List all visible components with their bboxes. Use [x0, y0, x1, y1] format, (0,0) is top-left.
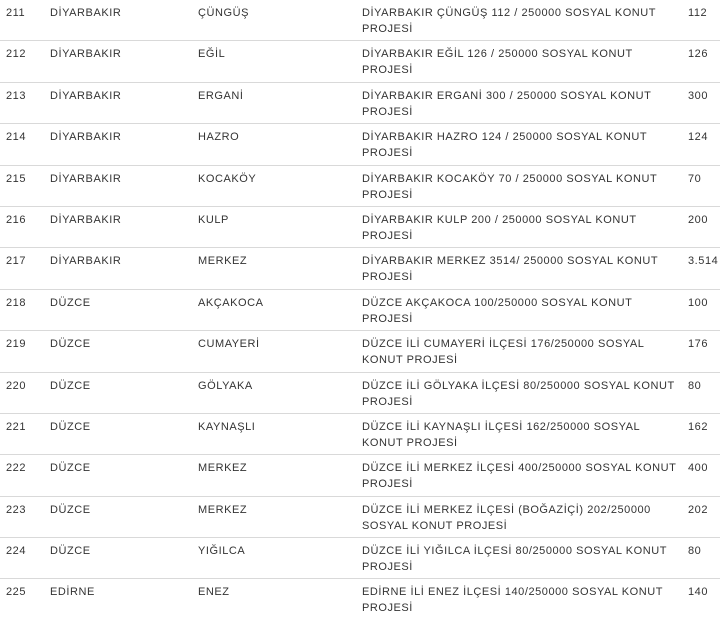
- province-cell: DÜZCE: [50, 503, 91, 516]
- district-cell: HAZRO: [198, 131, 240, 144]
- district-cell: MERKEZ: [198, 503, 248, 516]
- unit-count-cell: 162: [688, 420, 709, 433]
- row-number: 221: [6, 420, 27, 433]
- row-number: 225: [6, 586, 27, 599]
- project-name-cell: DÜZCE İLİ MERKEZ İLÇESİ (BOĞAZİÇİ) 202/250000 SOSYAL KONUT PROJESİ: [362, 503, 651, 532]
- province-cell: DÜZCE: [50, 420, 91, 433]
- project-name-cell: DÜZCE İLİ YIĞILCA İLÇESİ 80/250000 SOSYAL KONUT PROJESİ: [362, 545, 667, 574]
- unit-count-cell: 100: [688, 296, 709, 309]
- table-row: [0, 41, 720, 82]
- table-row: [0, 538, 720, 579]
- table-row: [0, 83, 720, 124]
- project-name-cell: DİYARBAKIR EĞİL 126 / 250000 SOSYAL KONUT PROJESİ: [362, 48, 633, 77]
- project-name-cell: DÜZCE İLİ MERKEZ İLÇESİ 400/250000 SOSYAL KONUT PROJESİ: [362, 462, 677, 491]
- district-cell: KOCAKÖY: [198, 172, 257, 185]
- province-cell: DÜZCE: [50, 296, 91, 309]
- table-row: [0, 331, 720, 372]
- unit-count-cell: 140: [688, 586, 709, 599]
- table-row: [0, 0, 720, 41]
- unit-count-cell: 126: [688, 48, 709, 61]
- row-number: 211: [6, 7, 26, 19]
- province-cell: DÜZCE: [50, 338, 91, 351]
- province-cell: EDİRNE: [50, 586, 95, 599]
- province-cell: DİYARBAKIR: [50, 131, 122, 144]
- province-cell: DİYARBAKIR: [50, 213, 122, 226]
- province-cell: DİYARBAKIR: [50, 172, 122, 185]
- table-row: [0, 414, 720, 455]
- unit-count-cell: 202: [688, 503, 709, 516]
- table-row: [0, 497, 720, 538]
- unit-count-cell: 124: [688, 131, 709, 144]
- unit-count-cell: 80: [688, 379, 702, 392]
- district-cell: MERKEZ: [198, 462, 248, 475]
- unit-count-cell: 400: [688, 462, 709, 475]
- unit-count-cell: 80: [688, 545, 702, 558]
- unit-count-cell: 300: [688, 89, 709, 102]
- province-cell: DÜZCE: [50, 379, 91, 392]
- project-name-cell: DÜZCE İLİ KAYNAŞLI İLÇESİ 162/250000 SOSYAL KONUT PROJESİ: [362, 420, 640, 449]
- project-name-cell: DİYARBAKIR MERKEZ 3514/ 250000 SOSYAL KONUT PROJESİ: [362, 255, 658, 284]
- row-number: 213: [6, 89, 27, 102]
- unit-count-cell: 70: [688, 172, 702, 185]
- province-cell: DİYARBAKIR: [50, 48, 122, 61]
- province-cell: DÜZCE: [50, 545, 91, 558]
- district-cell: EĞİL: [198, 48, 226, 61]
- row-number: 224: [6, 545, 27, 558]
- row-number: 216: [6, 213, 27, 226]
- row-number: 223: [6, 503, 27, 516]
- table-row: [0, 124, 720, 165]
- district-cell: GÖLYAKA: [198, 379, 253, 392]
- unit-count-cell: 3.514: [688, 255, 719, 268]
- table-row: [0, 455, 720, 496]
- project-name-cell: DİYARBAKIR HAZRO 124 / 250000 SOSYAL KONUT PROJESİ: [362, 131, 647, 160]
- project-name-cell: DÜZCE İLİ GÖLYAKA İLÇESİ 80/250000 SOSYAL KONUT PROJESİ: [362, 379, 675, 408]
- district-cell: MERKEZ: [198, 255, 248, 268]
- district-cell: YIĞILCA: [198, 545, 246, 558]
- table-row: [0, 248, 720, 289]
- project-name-cell: DİYARBAKIR KULP 200 / 250000 SOSYAL KONUT PROJESİ: [362, 213, 637, 242]
- province-cell: DÜZCE: [50, 462, 91, 475]
- district-cell: ERGANİ: [198, 89, 244, 102]
- unit-count-cell: 112: [688, 7, 708, 19]
- project-name-cell: DÜZCE AKÇAKOCA 100/250000 SOSYAL KONUT PROJESİ: [362, 296, 633, 325]
- table-row: [0, 207, 720, 248]
- project-name-cell: DİYARBAKIR ÇÜNGÜŞ 112 / 250000 SOSYAL KONUT PROJESİ: [362, 7, 656, 35]
- project-name-cell: DÜZCE İLİ CUMAYERİ İLÇESİ 176/250000 SOSYAL KONUT PROJESİ: [362, 338, 645, 367]
- table-row: [0, 290, 720, 331]
- province-cell: DİYARBAKIR: [50, 7, 122, 19]
- row-number: 217: [6, 255, 27, 268]
- project-name-cell: DİYARBAKIR ERGANİ 300 / 250000 SOSYAL KONUT PROJESİ: [362, 89, 652, 118]
- district-cell: KULP: [198, 213, 229, 226]
- table-row: [0, 166, 720, 207]
- row-number: 214: [6, 131, 27, 144]
- unit-count-cell: 200: [688, 213, 709, 226]
- row-number: 222: [6, 462, 27, 475]
- row-number: 220: [6, 379, 27, 392]
- project-name-cell: DİYARBAKIR KOCAKÖY 70 / 250000 SOSYAL KONUT PROJESİ: [362, 172, 658, 201]
- table-row: [0, 373, 720, 414]
- district-cell: ÇÜNGÜŞ: [198, 7, 249, 19]
- unit-count-cell: 176: [688, 338, 709, 351]
- table-row: [0, 579, 720, 620]
- row-number: 218: [6, 296, 27, 309]
- project-name-cell: EDİRNE İLİ ENEZ İLÇESİ 140/250000 SOSYAL KONUT PROJESİ: [362, 586, 663, 615]
- district-cell: CUMAYERİ: [198, 338, 260, 351]
- district-cell: AKÇAKOCA: [198, 296, 264, 309]
- district-cell: ENEZ: [198, 586, 230, 599]
- province-cell: DİYARBAKIR: [50, 255, 122, 268]
- row-number: 219: [6, 338, 27, 351]
- district-cell: KAYNAŞLI: [198, 420, 256, 433]
- row-number: 212: [6, 48, 27, 61]
- province-cell: DİYARBAKIR: [50, 89, 122, 102]
- row-number: 215: [6, 172, 27, 185]
